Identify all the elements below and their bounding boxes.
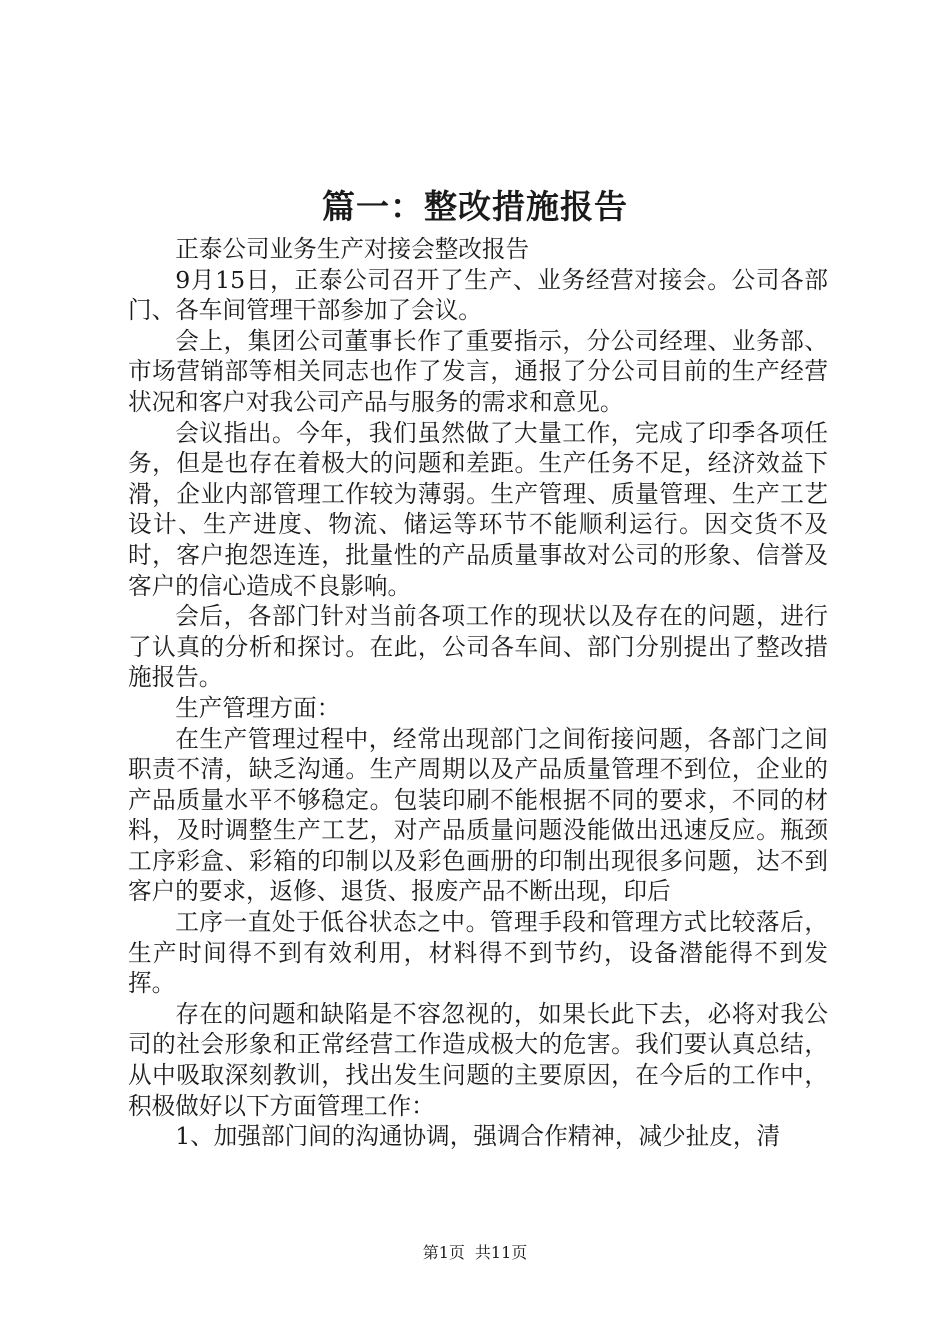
section-heading: 生产管理方面：: [175, 693, 341, 722]
document-title: 篇一：整改措施报告: [322, 187, 628, 226]
paragraph: 会后，各部门针对当前各项工作的现状以及存在的问题，进行了认真的分析和探讨。在此，公司各车间、部门分别提出了整改措施报告。: [128, 602, 828, 692]
paragraph: 正泰公司业务生产对接会整改报告: [175, 235, 530, 263]
document-body: [128, 234, 828, 1152]
page-total: 共11页: [474, 1243, 528, 1262]
paragraph: 存在的问题和缺陷是不容忽视的，如果长此下去，必将对我公司的社会形象和正常经营工作造成极大的危害。我们要认真总结，从中吸取深刻教训，找出发生问题的主要原因，在今后的工作中，积极做好以下方面管理工作：: [128, 999, 828, 1120]
list-item: 1、加强部门间的沟通协调，强调合作精神，减少扯皮，清: [175, 1122, 781, 1151]
page-number: 第1页: [422, 1243, 465, 1262]
paragraph: 会上，集团公司董事长作了重要指示，分公司经理、业务部、市场营销部等相关同志也作了发言，通报了分公司目前的生产经营状况和客户对我公司产品与服务的需求和意见。: [128, 326, 828, 416]
paragraph: 工序一直处于低谷状态之中。管理手段和管理方式比较落后，生产时间得不到有效利用，材料得不到节约，设备潜能得不到发挥。: [128, 908, 828, 998]
paragraph: 9月15日，正泰公司召开了生产、业务经营对接会。公司各部门、各车间管理干部参加了会议。: [128, 265, 828, 325]
paragraph: 在生产管理过程中，经常出现部门之间衔接问题，各部门之间职责不清，缺乏沟通。生产周期以及产品质量管理不到位，企业的产品质量水平不够稳定。包装印刷不能根据不同的要求，不同的材料，及时调整生产工艺，对产品质量问题没能做出迅速反应。瓶颈工序彩盒、彩箱的印制以及彩色画册的印制出现很多问题，达不到客户的要求，返修、退货、报废产品不断出现，印后: [128, 724, 828, 906]
paragraph: 会议指出。今年，我们虽然做了大量工作，完成了印季各项任务，但是也存在着极大的问题和差距。生产任务不足，经济效益下滑，企业内部管理工作较为薄弱。生产管理、质量管理、生产工艺设计、生产进度、物流、储运等环节不能顺利运行。因交货不及时，客户抱怨连连，批量性的产品质量事故对公司的形象、信誉及客户的信心造成不良影响。: [128, 418, 828, 600]
page-footer: [0, 1241, 950, 1265]
